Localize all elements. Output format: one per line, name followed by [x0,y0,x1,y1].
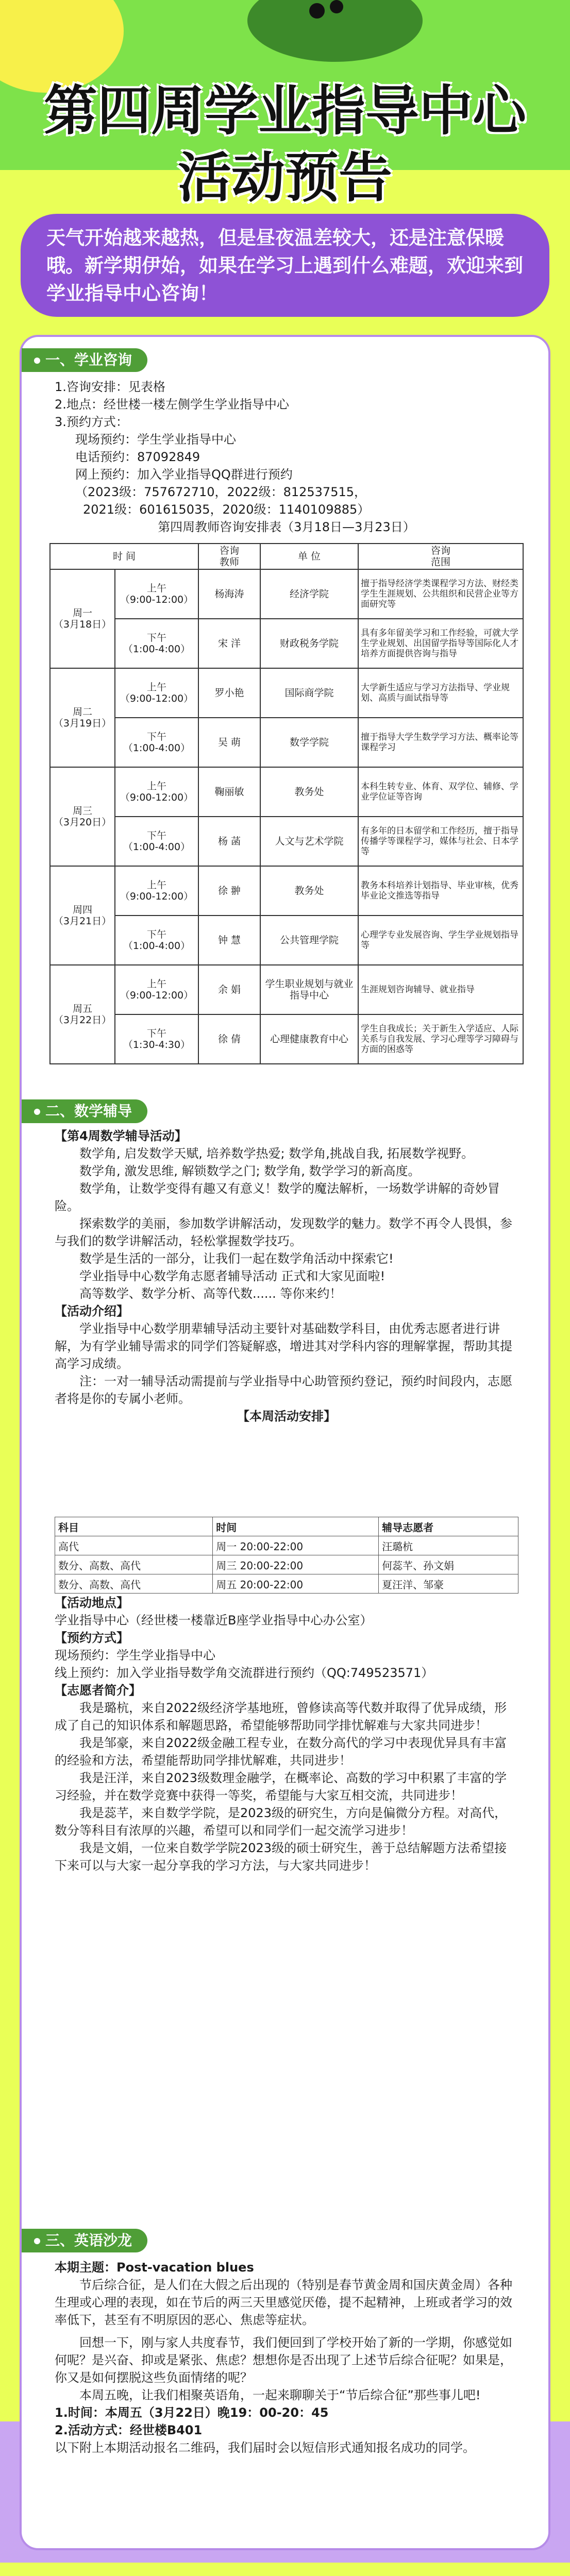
table-header-cell: 单 位 [260,544,358,569]
table-row [50,817,523,866]
table-row [55,1574,518,1594]
table-header-cell: 科目 [55,1517,213,1536]
page-title [0,77,570,211]
schedule-unit-cell: 学生职业规划与就业指导中心 [260,965,358,1014]
schedule-teacher-cell: 余 娟 [198,965,260,1014]
schedule-scope-cell: 擅于指导大学生数学学习方法、概率论等课程学习 [358,718,523,767]
consulting-info: 1.咨询安排：见表格 2.地点：经世楼一楼左侧学生学业指导中心 3.预约方式： 现场预约：学生学业指导中心 电话预约：87092849 网上预约：加入学业指导QQ群进行预约 （2023级：757672710，2022级：812537515， 2021级：601615035，2020级：1140109885） 第四周教师咨询安排表（3月18日—3月23日） [55,380,415,534]
table-header-cell: 辅导志愿者 [379,1517,518,1536]
bullet-icon [34,1109,40,1115]
bullet-icon [34,2238,40,2244]
table-row [50,1014,523,1064]
section-title-academic-consulting: 一、学业咨询 [22,348,147,372]
schedule-day-cell: 周三 （3月20日） [50,767,115,866]
schedule-scope-cell: 大学新生适应与学习方法指导、学业规划、高质与面试指导等 [358,668,523,718]
schedule-teacher-cell: 杨海涛 [198,569,260,619]
schedule-teacher-cell: 宋 洋 [198,619,260,668]
schedule-slot-cell: 上午 （9:00-12:00） [115,569,198,619]
schedule-unit-cell: 教务处 [260,866,358,916]
table-header-cell: 时 间 [50,544,198,569]
table-row [50,965,523,1014]
table-header-row [55,1517,518,1536]
schedule-slot-cell: 上午 （9:00-12:00） [115,668,198,718]
table-cell: 数分、高数、高代 [55,1555,213,1574]
table-cell: 汪璐杭 [379,1536,518,1555]
schedule-day-cell: 周四 （3月21日） [50,866,115,965]
table-row [55,1555,518,1574]
table-cell: 周五 20:00-22:00 [213,1574,379,1594]
schedule-teacher-cell: 鞠丽敏 [198,767,260,817]
schedule-day-cell: 周二 （3月19日） [50,668,115,767]
content-card [20,335,550,2550]
schedule-scope-cell: 生涯规划咨询辅导、就业指导 [358,965,523,1014]
table-header-cell: 咨询 范围 [358,544,523,569]
schedule-unit-cell: 心理健康教育中心 [260,1014,358,1064]
schedule-slot-cell: 下午 （1:30-4:30） [115,1014,198,1064]
schedule-slot-cell: 下午 （1:00-4:00） [115,916,198,965]
schedule-day-cell: 周五 （3月22日） [50,965,115,1064]
math-tutoring-intro: 【第4周数学辅导活动】 数学角, 启发数学天赋, 培养数学热爱; 数学角,挑战自我, 拓展数学视野。 数学角, 激发思维, 解锁数学之门; 数学角, 数学学习的新高度。 数学角，让数学变得有趣又有意义！数学的魔法解析，一场数学讲解的奇妙冒险。 探索数学的美丽，参加数学讲解活动，发现数学的魅力。数学不再令人畏惧，参与我们的数学讲解活动，轻松掌握数学技巧。 数学是生活的一部分，让我们一起在数学角活动中探索它! 学业指导中心数学角志愿者辅导活动 正式和大家见面啦! 高等数学、数学分析、高等代数...... 等你来约！ 【活动介绍】 学业指导中心数学朋辈辅导活动主要针对基础数学科目，由优秀志愿者进行讲解，为有学业辅导需求的同学们答疑解惑，增进其对学科内容的理解掌握，帮助其提高学习成绩。 注：一对一辅导活动需提前与学业指导中心助管预约登记，预约时间段内，志愿者将是你的专属小老师。 【本周活动安排】 [55,1129,512,1423]
schedule-teacher-cell: 吴 萌 [198,718,260,767]
table-row [50,916,523,965]
table-row [50,718,523,767]
schedule-slot-cell: 上午 （9:00-12:00） [115,866,198,916]
schedule-scope-cell: 有多年的日本留学和工作经历，擅于指导传播学等课程学习，媒体与社会、日本学等 [358,817,523,866]
table-cell: 何蕊芊、孙文娟 [379,1555,518,1574]
schedule-slot-cell: 下午 （1:00-4:00） [115,718,198,767]
table-cell: 夏汪洋、邹豪 [379,1574,518,1594]
schedule-slot-cell: 上午 （9:00-12:00） [115,965,198,1014]
section-title-english-salon: 三、英语沙龙 [22,2229,147,2252]
consulting-schedule-table [49,543,524,1064]
schedule-scope-cell: 擅于指导经济学类课程学习方法、财经类学生生涯规划、公共组织和民营企业等方面研究等 [358,569,523,619]
bullet-icon [34,358,40,364]
schedule-unit-cell: 教务处 [260,767,358,817]
table-row [50,668,523,718]
schedule-teacher-cell: 徐 倩 [198,1014,260,1064]
table-row [55,1536,518,1555]
schedule-scope-cell: 本科生转专业、体育、双学位、辅修、学业学位证等咨询 [358,767,523,817]
schedule-teacher-cell: 杨 菡 [198,817,260,866]
schedule-scope-cell: 学生自我成长；关于新生入学适应、人际关系与自我发展、学习心理等学习障碍与方面的困惑等 [358,1014,523,1064]
table-header-cell: 咨询 教师 [198,544,260,569]
schedule-teacher-cell: 罗小艳 [198,668,260,718]
schedule-unit-cell: 财政税务学院 [260,619,358,668]
decor-dot [309,3,325,19]
table-header-cell: 时间 [213,1517,379,1536]
schedule-unit-cell: 数学学院 [260,718,358,767]
schedule-unit-cell: 人文与艺术学院 [260,817,358,866]
title-line-2: 活动预告 [177,146,392,209]
schedule-scope-cell: 具有多年留美学习和工作经验，可就大学生学业规划、出国留学指导等国际化人才培养方面提供咨询与指导 [358,619,523,668]
intro-banner: 天气开始越来越热，但是昼夜温差较大，还是注意保暖哦。新学期伊始，如果在学习上遇到什么难题，欢迎来到学业指导中心咨询！ [21,214,549,317]
schedule-day-cell: 周一 （3月18日） [50,569,115,668]
schedule-unit-cell: 经济学院 [260,569,358,619]
table-row [50,866,523,916]
table-cell: 高代 [55,1536,213,1555]
math-tutoring-details: 【活动地点】 学业指导中心（经世楼一楼靠近B座学业指导中心办公室） 【预约方式】 现场预约：学生学业指导中心 线上预约：加入学业指导数学角交流群进行预约（QQ:749523571） 【志愿者简介】 我是璐杭，来自2022级经济学基地班，曾修读高等代数并取得了优异成绩，形成了自己的知识体系和解题思路，希望能够帮助同学排忧解难与大家共同进步！ 我是邹豪，来自2022级金融工程专业，在数分高代的学习中表现优异具有丰富的经验和方法，希望能帮助同学排忧解难，共同进步！ 我是汪洋，来自2023级数理金融学，在概率论、高数的学习中积累了丰富的学习经验，并在数学竞赛中获得一等奖，希望能与大家互相交流，共同进步！ 我是蕊芊，来自数学学院，是2023级的研究生，方向是偏微分方程。对高代，数分等科目有浓厚的兴趣，希望可以和同学们一起交流学习进步！ 我是文娟，一位来自数学学院2023级的硕士研究生，善于总结解题方法希望接下来可以与大家一起分享我的学习方法，与大家共同进步！ [55,1596,507,1873]
decor-dot [330,0,343,13]
schedule-unit-cell: 公共管理学院 [260,916,358,965]
schedule-slot-cell: 下午 （1:00-4:00） [115,619,198,668]
schedule-teacher-cell: 徐 翀 [198,866,260,916]
table-row [50,619,523,668]
table-row [50,767,523,817]
english-salon-content: 本期主题：Post-vacation blues 节后综合征，是人们在大假之后出现的（特别是春节黄金周和国庆黄金周）各种生理或心理的表现，如在节后的两三天里感觉厌倦，提不起精神，上班或者学习的效率低下，甚至有不明原因的恶心、焦虑等症状。 回想一下，刚与家人共度春节，我们便回到了学校开始了新的一学期，你感觉如何呢？是兴奋、抑或是紧张、焦虑？想想你是否出现了上述节后综合征呢？如果是，你又是如何摆脱这些负面情绪的呢？ 本周五晚，让我们相聚英语角，一起来聊聊关于“节后综合征”那些事儿吧! 1.时间：本周五（3月22日）晚19：00-20：45 2.活动方式：经世楼B401 以下附上本期活动报名二维码，我们届时会以短信形式通知报名成功的同学。 [55,2260,512,2455]
schedule-slot-cell: 下午 （1:00-4:00） [115,817,198,866]
schedule-teacher-cell: 钟 慧 [198,916,260,965]
schedule-scope-cell: 心理学专业发展咨询、学生学业规划指导等 [358,916,523,965]
section-title-math-tutoring: 二、数学辅导 [22,1099,147,1123]
schedule-scope-cell: 教务本科培养计划指导、毕业审核，优秀毕业论文推选等指导 [358,866,523,916]
title-line-1: 第四周学业指导中心 [43,79,526,142]
schedule-slot-cell: 上午 （9:00-12:00） [115,767,198,817]
table-row [50,569,523,619]
table-cell: 周三 20:00-22:00 [213,1555,379,1574]
table-cell: 周一 20:00-22:00 [213,1536,379,1555]
math-schedule-table [55,1517,518,1594]
table-header-row [50,544,523,569]
table-cell: 数分、高数、高代 [55,1574,213,1594]
schedule-unit-cell: 国际商学院 [260,668,358,718]
